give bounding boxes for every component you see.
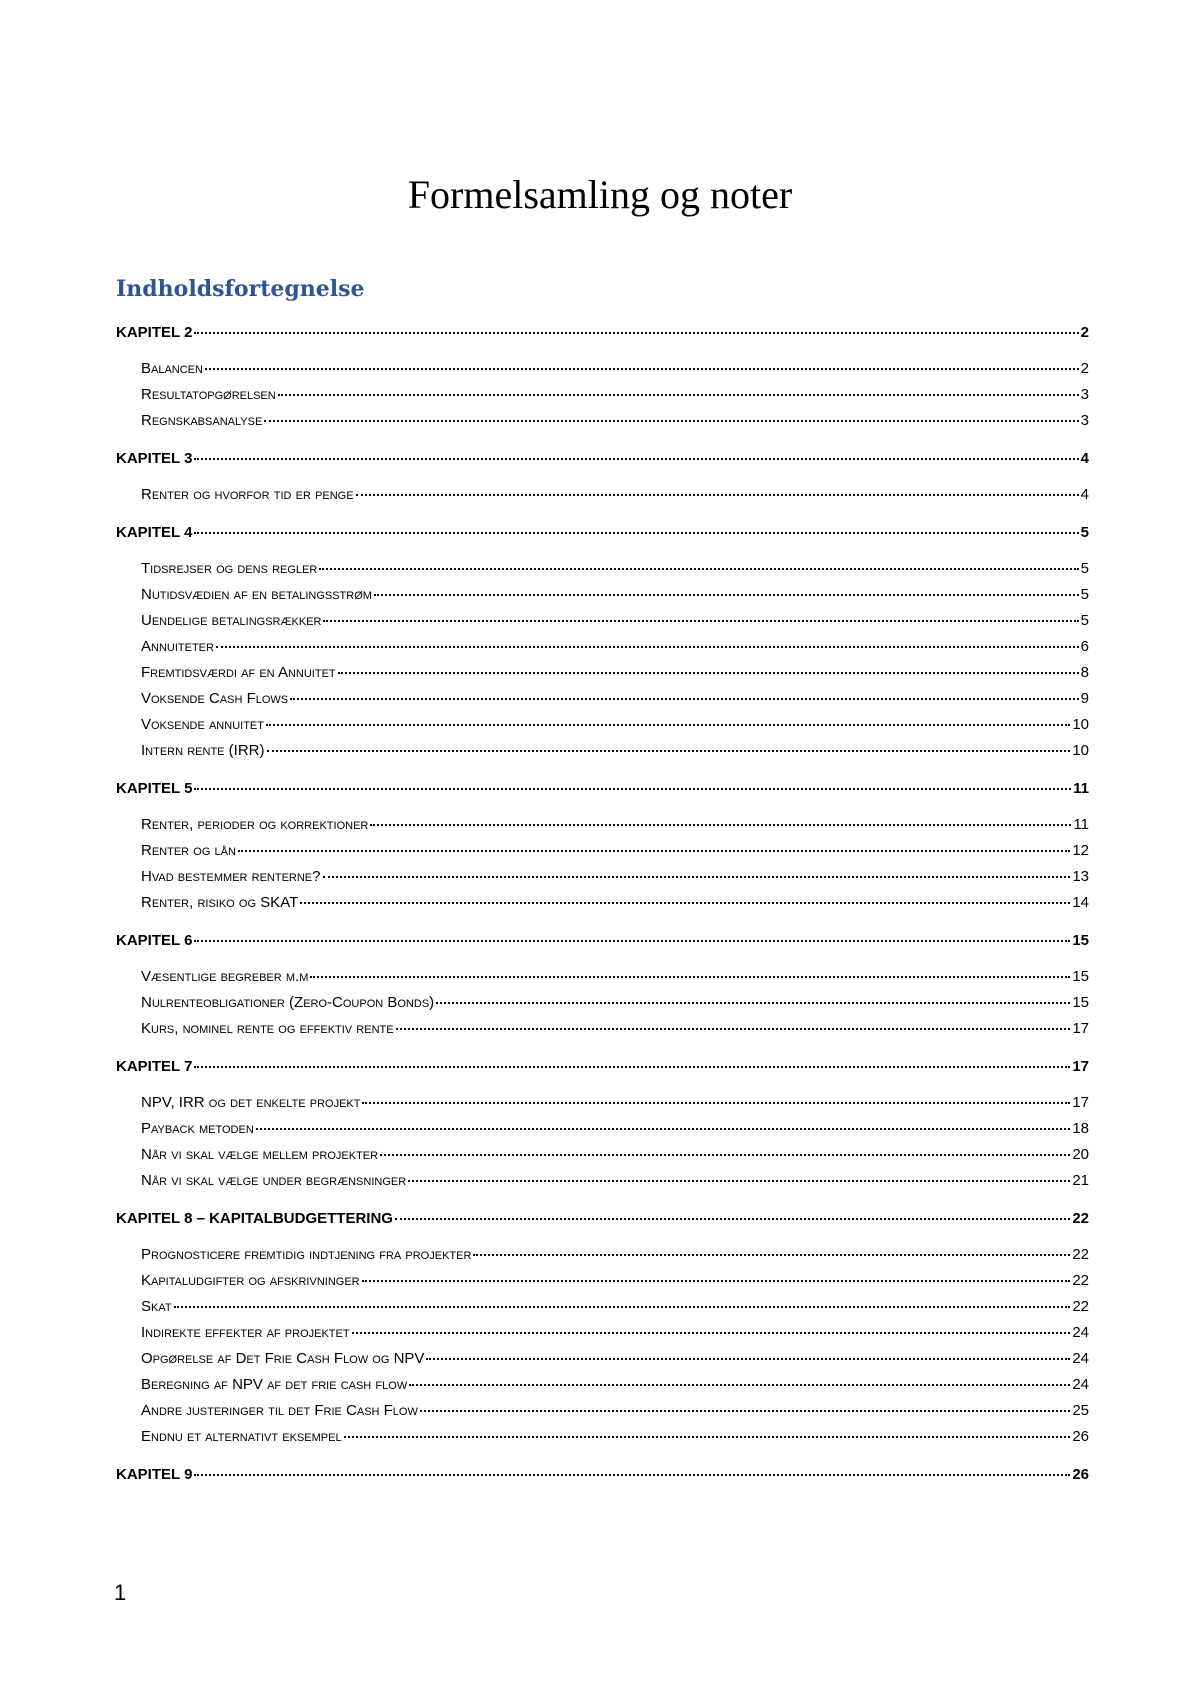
toc-chapter-entry[interactable] [116,1466,1089,1492]
toc-entry-label: Indirekte effekter af projektet [141,1324,350,1341]
toc-entry-page-number: 17 [1072,1058,1089,1075]
toc-entry-page-number: 26 [1072,1428,1089,1445]
toc-entry-page-number: 15 [1072,968,1089,985]
toc-entry-label: Payback metoden [141,1120,254,1137]
toc-entry-label: Regnskabsanalyse [141,412,263,429]
toc-dot-leader [362,1102,1070,1104]
toc-chapter-entry[interactable] [116,932,1089,958]
toc-entry-label: Resultatopgørelsen [141,386,276,403]
toc-dot-leader [323,876,1071,878]
toc-entry-page-number: 10 [1072,742,1089,759]
toc-section-entry[interactable] [116,1172,1089,1198]
toc-entry-label: Balancen [141,360,203,377]
toc-entry-page-number: 4 [1080,486,1089,503]
toc-entry-label: Nulrenteobligationer (Zero-Coupon Bonds) [141,994,435,1011]
toc-dot-leader [264,420,1078,422]
table-of-contents [116,324,1089,1492]
toc-dot-leader [426,1358,1070,1360]
toc-section-entry[interactable] [116,968,1089,994]
toc-entry-label: Kurs, nominel rente og effektiv rente [141,1020,394,1037]
toc-chapter-entry[interactable] [116,524,1089,550]
toc-entry-label: Endnu et alternativt eksempel [141,1428,342,1445]
toc-dot-leader [473,1254,1070,1256]
toc-entry-page-number: 8 [1080,664,1089,681]
toc-section-entry[interactable] [116,1146,1089,1172]
toc-entry-label: NPV, IRR og det enkelte projekt [141,1094,361,1111]
toc-entry-page-number: 4 [1080,450,1089,467]
toc-entry-label: Fremtidsværdi af en Annuitet [141,664,336,681]
toc-dot-leader [267,750,1071,752]
toc-entry-label: Andre justeringer til det Frie Cash Flow [141,1402,418,1419]
toc-entry-label: Intern rente (IRR) [141,742,265,759]
toc-entry-page-number: 15 [1072,932,1089,949]
toc-dot-leader [266,724,1070,726]
toc-entry-label: Voksende Cash Flows [141,690,289,707]
toc-section-entry[interactable] [116,586,1089,612]
toc-dot-leader [238,850,1070,852]
toc-section-entry[interactable] [116,1376,1089,1402]
toc-section-entry[interactable] [116,1402,1089,1428]
toc-entry-page-number: 2 [1080,324,1089,341]
toc-entry-page-number: 18 [1072,1120,1089,1137]
toc-dot-leader [374,594,1079,596]
toc-entry-page-number: 22 [1072,1246,1089,1263]
toc-dot-leader [395,1218,1070,1220]
toc-section-entry[interactable] [116,816,1089,842]
toc-entry-label: Når vi skal vælge under begrænsninger [141,1172,407,1189]
toc-entry-label: Renter, perioder og korrektioner [141,816,369,833]
toc-entry-page-number: 3 [1080,386,1089,403]
toc-section-entry[interactable] [116,842,1089,868]
toc-heading: Indholdsfortegnelse [116,276,365,302]
toc-dot-leader [194,532,1078,534]
toc-section-entry[interactable] [116,612,1089,638]
toc-entry-label: Renter, risiko og SKAT [141,894,299,911]
toc-entry-page-number: 22 [1072,1272,1089,1289]
toc-entry-page-number: 21 [1072,1172,1089,1189]
toc-entry-label: Voksende annuitet [141,716,264,733]
toc-entry-label: Skat [141,1298,172,1315]
toc-section-entry[interactable] [116,486,1089,512]
toc-section-entry[interactable] [116,1120,1089,1146]
toc-entry-label: KAPITEL 5 [116,780,193,797]
toc-entry-page-number: 17 [1072,1020,1089,1037]
document-title: Formelsamling og noter [407,172,793,217]
toc-chapter-entry[interactable] [116,1210,1089,1236]
toc-dot-leader [352,1332,1071,1334]
toc-section-entry[interactable] [116,638,1089,664]
toc-entry-label: Beregning af NPV af det frie cash flow [141,1376,408,1393]
toc-dot-leader [436,1002,1070,1004]
toc-entry-page-number: 25 [1072,1402,1089,1419]
toc-section-entry[interactable] [116,1094,1089,1120]
toc-dot-leader [370,824,1071,826]
toc-entry-page-number: 14 [1072,894,1089,911]
toc-entry-page-number: 24 [1072,1324,1089,1341]
toc-entry-label: KAPITEL 3 [116,450,193,467]
toc-dot-leader [300,902,1070,904]
toc-entry-page-number: 20 [1072,1146,1089,1163]
toc-dot-leader [256,1128,1071,1130]
toc-entry-label: Når vi skal vælge mellem projekter [141,1146,379,1163]
toc-section-entry[interactable] [116,360,1089,386]
toc-chapter-entry[interactable] [116,324,1089,350]
toc-chapter-entry[interactable] [116,780,1089,806]
toc-entry-page-number: 24 [1072,1350,1089,1367]
toc-entry-label: Prognosticere fremtidig indtjening fra projekter [141,1246,472,1263]
toc-chapter-entry[interactable] [116,450,1089,476]
toc-dot-leader [194,1066,1070,1068]
toc-section-entry[interactable] [116,690,1089,716]
toc-entry-page-number: 6 [1080,638,1089,655]
toc-entry-page-number: 22 [1072,1298,1089,1315]
toc-entry-page-number: 5 [1080,586,1089,603]
toc-section-entry[interactable] [116,716,1089,742]
toc-dot-leader [362,1280,1071,1282]
toc-entry-label: Tidsrejser og dens regler [141,560,318,577]
toc-section-entry[interactable] [116,412,1089,438]
toc-dot-leader [194,332,1078,334]
toc-entry-label: Renter og lån [141,842,236,859]
toc-section-entry[interactable] [116,664,1089,690]
toc-dot-leader [290,698,1079,700]
toc-entry-page-number: 5 [1080,524,1089,541]
toc-section-entry[interactable] [116,994,1089,1020]
toc-entry-page-number: 5 [1080,612,1089,629]
toc-dot-leader [408,1180,1070,1182]
toc-dot-leader [409,1384,1070,1386]
toc-entry-page-number: 26 [1072,1466,1089,1483]
toc-section-entry[interactable] [116,1246,1089,1272]
toc-entry-page-number: 24 [1072,1376,1089,1393]
toc-dot-leader [380,1154,1070,1156]
toc-entry-label: Hvad bestemmer renterne? [141,868,321,885]
toc-dot-leader [194,940,1070,942]
toc-entry-page-number: 13 [1072,868,1089,885]
toc-entry-label: KAPITEL 4 [116,524,193,541]
toc-dot-leader [310,976,1070,978]
toc-section-entry[interactable] [116,868,1089,894]
toc-entry-label: KAPITEL 8 – KAPITALBUDGETTERING [116,1210,393,1227]
toc-dot-leader [344,1436,1071,1438]
page-number: 1 [114,1580,127,1605]
toc-entry-page-number: 9 [1080,690,1089,707]
toc-entry-page-number: 2 [1080,360,1089,377]
toc-dot-leader [216,646,1079,648]
toc-entry-label: Nutidsvædien af en betalingsstrøm [141,586,372,603]
toc-entry-label: Uendelige betalingsrækker [141,612,322,629]
toc-dot-leader [194,1474,1070,1476]
toc-dot-leader [338,672,1079,674]
toc-entry-page-number: 15 [1072,994,1089,1011]
toc-entry-page-number: 12 [1072,842,1089,859]
toc-entry-page-number: 5 [1080,560,1089,577]
toc-section-entry[interactable] [116,1428,1089,1454]
toc-entry-page-number: 11 [1073,816,1089,833]
toc-section-entry[interactable] [116,742,1089,768]
toc-entry-page-number: 10 [1072,716,1089,733]
toc-entry-label: Renter og hvorfor tid er penge [141,486,354,503]
toc-section-entry[interactable] [116,560,1089,586]
toc-dot-leader [396,1028,1071,1030]
toc-section-entry[interactable] [116,386,1089,412]
toc-section-entry[interactable] [116,894,1089,920]
toc-dot-leader [323,620,1078,622]
toc-entry-page-number: 3 [1080,412,1089,429]
toc-section-entry[interactable] [116,1298,1089,1324]
toc-dot-leader [319,568,1078,570]
toc-section-entry[interactable] [116,1020,1089,1046]
toc-dot-leader [205,368,1079,370]
toc-section-entry[interactable] [116,1324,1089,1350]
toc-entry-label: Kapitaludgifter og afskrivninger [141,1272,360,1289]
toc-chapter-entry[interactable] [116,1058,1089,1084]
toc-dot-leader [356,494,1079,496]
toc-entry-label: KAPITEL 6 [116,932,193,949]
toc-entry-label: KAPITEL 2 [116,324,193,341]
toc-entry-page-number: 17 [1072,1094,1089,1111]
toc-dot-leader [194,458,1078,460]
toc-dot-leader [420,1410,1070,1412]
toc-entry-page-number: 11 [1073,780,1089,797]
toc-section-entry[interactable] [116,1272,1089,1298]
toc-entry-label: KAPITEL 7 [116,1058,193,1075]
toc-entry-label: Opgørelse af Det Frie Cash Flow og NPV [141,1350,425,1367]
toc-entry-label: Væsentlige begreber m.m [141,968,309,985]
toc-entry-page-number: 22 [1072,1210,1089,1227]
toc-dot-leader [278,394,1079,396]
toc-section-entry[interactable] [116,1350,1089,1376]
toc-dot-leader [194,788,1071,790]
toc-entry-label: KAPITEL 9 [116,1466,193,1483]
toc-dot-leader [174,1306,1071,1308]
toc-entry-label: Annuiteter [141,638,214,655]
